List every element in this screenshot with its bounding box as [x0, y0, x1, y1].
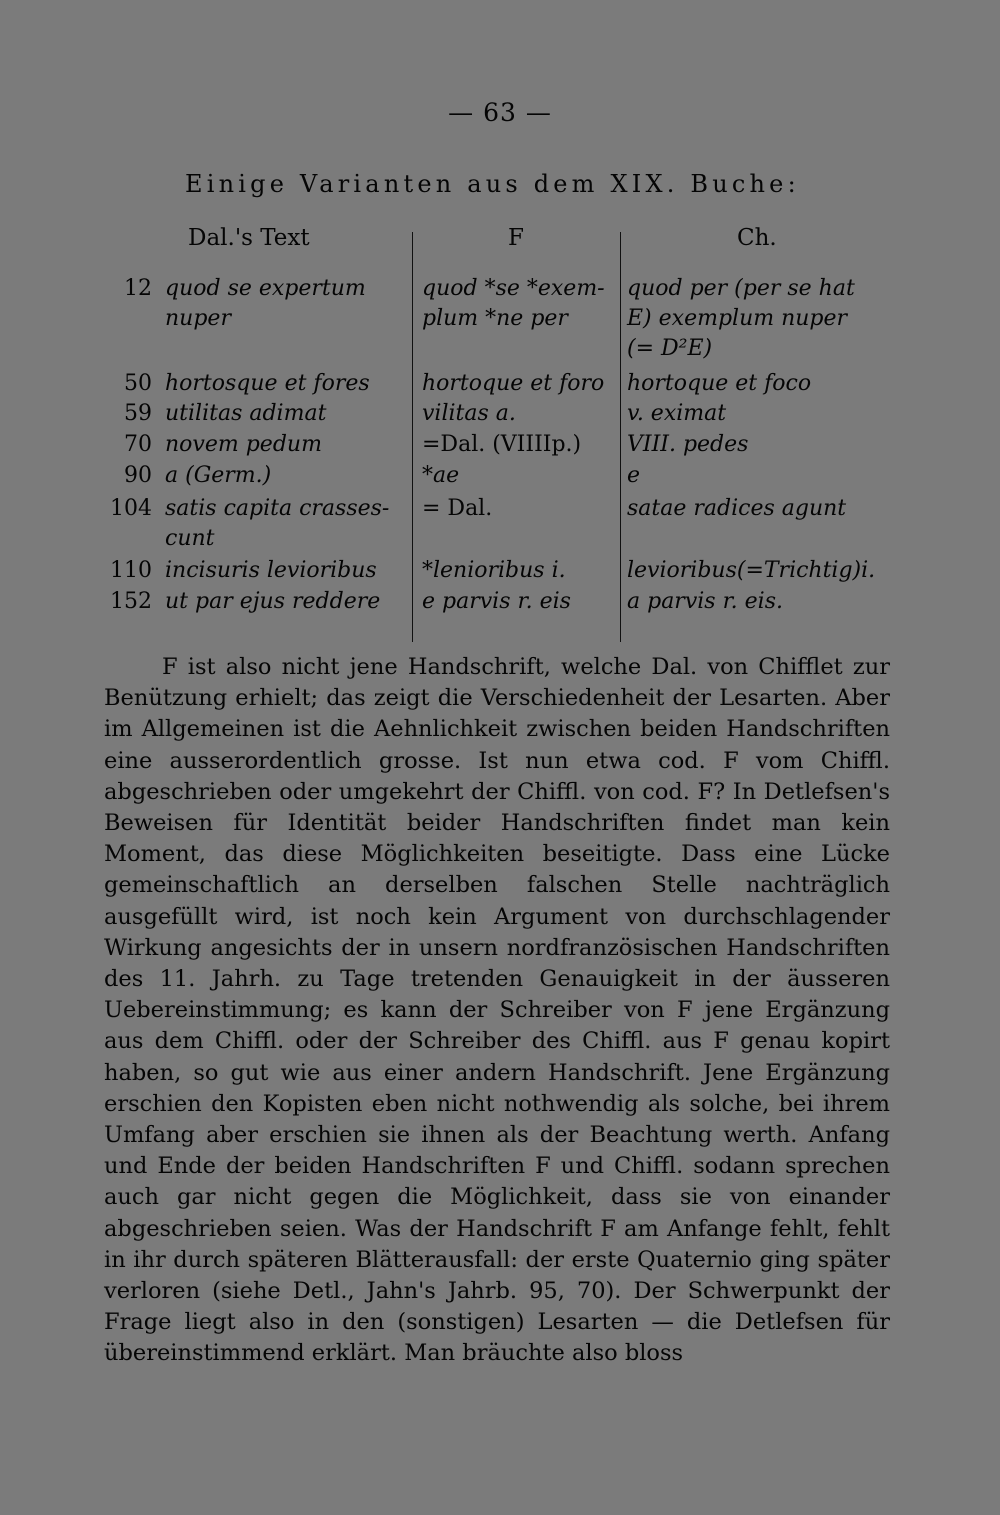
line-number: 104: [110, 496, 152, 521]
dal-reading: quod se expertum nuper: [165, 276, 366, 331]
variants-table: [0, 0, 1000, 660]
ch-reading: quod per (per se hat E) exemplum nuper (= D²E): [627, 276, 855, 361]
f-reading: vilitas a.: [422, 401, 516, 426]
dal-reading: a (Germ.): [165, 463, 272, 488]
f-reading: = Dal.: [422, 496, 493, 521]
line-number: 12: [124, 276, 152, 301]
dal-reading: incisuris levioribus: [165, 558, 377, 583]
line-number: 152: [110, 589, 152, 614]
dal-reading: satis capita crasses- cunt: [165, 496, 390, 551]
ch-reading: a parvis r. eis.: [627, 589, 783, 614]
section-heading: Einige Varianten aus dem XIX. Buche:: [185, 170, 800, 198]
line-number: 110: [110, 558, 152, 583]
paragraph: F ist also nicht jene Handschrift, welche Dal. von Chifflet zur Benützung erhielt; das zeigt die Verschiedenheit der Lesarten. Aber im Allgemeinen ist die Aehnlichkeit zwischen beiden Handschriften eine ausserordentlich grosse. Ist nun etwa cod. F vom Chiffl. abgeschrieben oder umgekehrt der Chiffl. von cod. F? In Detlefsen's Beweisen für Identität beider Handschriften findet man kein Moment, das diese Möglichkeiten beseitigte. Dass eine Lücke gemeinschaftlich an derselben falschen Stelle nachträglich ausgefüllt wird, ist noch kein Argument von durchschlagender Wirkung angesichts der in unsern nordfranzösischen Handschriften des 11. Jahrh. zu Tage tretenden Genauigkeit in der äusseren Uebereinstimmung; es kann der Schreiber von F jene Ergänzung aus dem Chiffl. oder der Schreiber des Chiffl. aus F genau kopirt haben, so gut wie aus einer andern Handschrift. Jene Ergänzung erschien den Kopisten eben nicht nothwendig als solche, bei ihrem Umfang aber erschien sie ihnen als der Beachtung werth. Anfang und Ende der beiden Handschriften F und Chiffl. sodann sprechen auch gar nicht gegen die Möglichkeit, dass sie von einander abgeschrieben seien. Was der Handschrift F am Anfange fehlt, fehlt in ihr durch späteren Blätterausfall: der erste Quaternio ging später verloren (siehe Detl., Jahn's Jahrb. 95, 70). Der Schwerpunkt der Frage liegt also in den (sonstigen) Lesarten — die Detlefsen für übereinstimmend erklärt. Man bräuchte also bloss: [104, 654, 890, 1367]
ch-reading: v. eximat: [627, 401, 727, 426]
column-header-ch: Ch.: [737, 225, 777, 251]
ch-reading: satae radices agunt: [627, 496, 847, 521]
ch-reading: e: [627, 463, 641, 488]
column-header-f: F: [508, 225, 524, 251]
dal-reading: utilitas adimat: [165, 401, 327, 426]
body-text: [104, 652, 890, 1370]
page-number: — 63 —: [448, 98, 552, 127]
line-number: 90: [124, 463, 152, 488]
column-divider: [620, 232, 621, 642]
f-reading: quod *se *exem- plum *ne per: [422, 276, 605, 331]
f-reading: e parvis r. eis: [422, 589, 571, 614]
ch-reading: VIII. pedes: [627, 432, 749, 457]
f-reading: *ae: [422, 463, 460, 488]
column-divider: [412, 232, 413, 642]
ch-reading: levioribus(=Trichtig)i.: [627, 558, 876, 583]
line-number: 50: [124, 371, 152, 396]
line-number: 59: [124, 401, 152, 426]
f-reading: =Dal. (VIIIIp.): [422, 432, 582, 457]
dal-reading: ut par ejus reddere: [165, 589, 381, 614]
f-reading: *lenioribus i.: [422, 558, 566, 583]
f-reading: hortoque et foro: [422, 371, 605, 396]
ch-reading: hortoque et foco: [627, 371, 812, 396]
line-number: 70: [124, 432, 152, 457]
column-header-dal-text: Dal.'s Text: [188, 225, 310, 251]
dal-reading: hortosque et fores: [165, 371, 370, 396]
dal-reading: novem pedum: [165, 432, 322, 457]
